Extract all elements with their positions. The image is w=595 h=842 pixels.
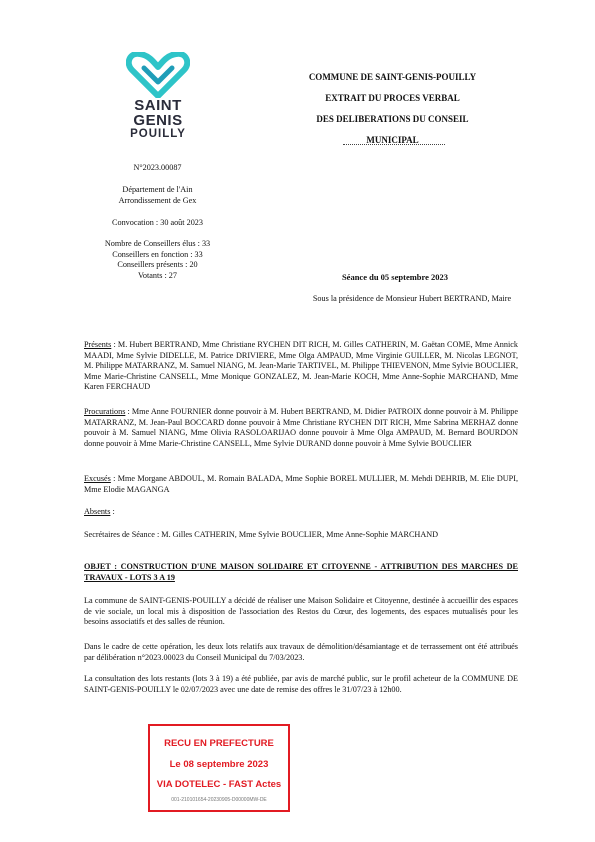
stamp-recu: RECU EN PREFECTURE: [164, 738, 274, 749]
seance-date: Séance du 05 septembre 2023: [341, 272, 449, 282]
conseillers-elus: Nombre de Conseillers élus : 33: [104, 239, 211, 248]
presents-list: : M. Hubert BERTRAND, Mme Christiane RYCHEN DIT RICH, M. Gilles CATHERIN, M. Gaëtan COME, Mme Annick MAADI, Mme Sylvie DIDELLE, M. Patrice DRIVIERE, Mme Olga AMPAUD, Mme Virginie GUILLER, M. Nicolas LEGNOT, M. Philippe MATARRANZ, M. Samuel NIANG, M. Jean-Marie TARTIVEL, M. Philippe THIEVENON, Mme Sylvie BOUCLIER, Mme Marie-Christine CANSELL, Mme Monique GONZALEZ, M. Jean-Marie KOCH, Mme Anne-Sophie MARCHAND, Mme Karen FERCHAUD: [84, 340, 518, 392]
objet-title: OBJET : CONSTRUCTION D'UNE MAISON SOLIDAIRE ET CITOYENNE - ATTRIBUTION DES MARCHES DE TRAVAUX - LOTS 3 A 19: [84, 562, 518, 582]
absents-label: Absents: [84, 507, 111, 516]
document-header: [290, 67, 495, 151]
departement: Département de l'Ain: [122, 185, 193, 194]
secretaires-paragraph: Secrétaires de Séance : M. Gilles CATHERIN, Mme Sylvie BOUCLIER, Mme Anne-Sophie MARCHAND: [84, 530, 439, 539]
absents-paragraph: [84, 507, 518, 518]
arrondissement: Arrondissement de Gex: [118, 196, 197, 205]
stamp-reference: 001-210101654-20230905-D00000MW-DE: [171, 797, 267, 803]
logo-line-saint: SAINT: [134, 97, 182, 114]
deliberation-number: N°2023.00087: [133, 163, 182, 172]
absents-list: :: [110, 507, 115, 516]
presents-label: Présents: [84, 340, 112, 349]
stamp-date: Le 08 septembre 2023: [169, 759, 269, 770]
deliberation-info: [70, 162, 245, 281]
procurations-label: Procurations: [84, 407, 126, 416]
heart-logo-icon: [126, 52, 190, 98]
excuses-paragraph: [84, 474, 518, 495]
conseillers-fonction: Conseillers en fonction : 33: [112, 249, 203, 259]
convocation-date: Convocation : 30 août 2023: [112, 218, 203, 227]
presidence: Sous la présidence de Monsieur Hubert BERTRAND, Maire: [312, 294, 512, 303]
conseillers-presents: Conseillers présents : 20: [117, 260, 198, 269]
header-commune: COMMUNE DE SAINT-GENIS-POUILLY: [308, 72, 477, 82]
header-deliberations: DES DELIBERATIONS DU CONSEIL MUNICIPAL: [316, 114, 469, 145]
commune-logo: [112, 52, 204, 140]
procurations-paragraph: [84, 407, 518, 449]
excuses-list: : Mme Morgane ABDOUL, M. Romain BALADA, Mme Sophie BOREL MULLIER, M. Mehdi DEHRIB, M. Elie DUPI, Mme Elodie MAGANGA: [84, 474, 518, 494]
logo-line-genis: GENIS: [133, 112, 183, 129]
stamp-via: VIA DOTELEC - FAST Actes: [156, 779, 282, 790]
body-paragraph-1: La commune de SAINT-GENIS-POUILLY a décidé de réaliser une Maison Solidaire et Citoyenne, destinée à accueillir des espaces de vie sociale, un local mis à disposition de l'association des Restos du Cœur, des logements, des espaces mutualisés pour les besoins associatifs et des salles de réunion.: [84, 596, 518, 627]
logo-line-pouilly: POUILLY: [130, 128, 186, 140]
council-counts: [70, 239, 245, 281]
header-extrait: EXTRAIT DU PROCES VERBAL: [325, 93, 460, 103]
procurations-list: : Mme Anne FOURNIER donne pouvoir à M. Hubert BERTRAND, M. Didier PATROIX donne pouvoir à M. Philippe MATARRANZ, M. Jean-Paul BOCCARD donne pouvoir à Mme Christiane RYCHEN DIT RICH, Mme Sabrina MERHAZ donne pouvoir à M. Samuel NIANG, Mme Olivia RASOLOARIJAO donne pouvoir à Mme Olga AMPAUD, M. Bernard BOURDON donne pouvoir à Mme Marie-Christine CANSELL, Mme Sylvie DURAND donne pouvoir à Mme Sylvie BOUCLIER: [84, 407, 518, 448]
body-paragraph-3: La consultation des lots restants (lots 3 à 19) a été publiée, par avis de marché public, sur le profil acheteur de la COMMUNE DE SAINT-GENIS-POUILLY le 02/07/2023 avec une date de remise des offres le 31/07/23 à 12h00.: [84, 674, 518, 694]
votants: Votants : 27: [138, 270, 177, 280]
prefecture-stamp: [148, 724, 290, 812]
body-paragraph-2: Dans le cadre de cette opération, les deux lots relatifs aux travaux de démolition/désamiantage et de terrassement ont été attribués par délibération n°2023.00023 du Conseil Municipal du 7/03/2023.: [84, 642, 518, 662]
presents-paragraph: [84, 340, 518, 393]
header-divider: [343, 144, 445, 145]
excuses-label: Excusés: [84, 474, 111, 483]
